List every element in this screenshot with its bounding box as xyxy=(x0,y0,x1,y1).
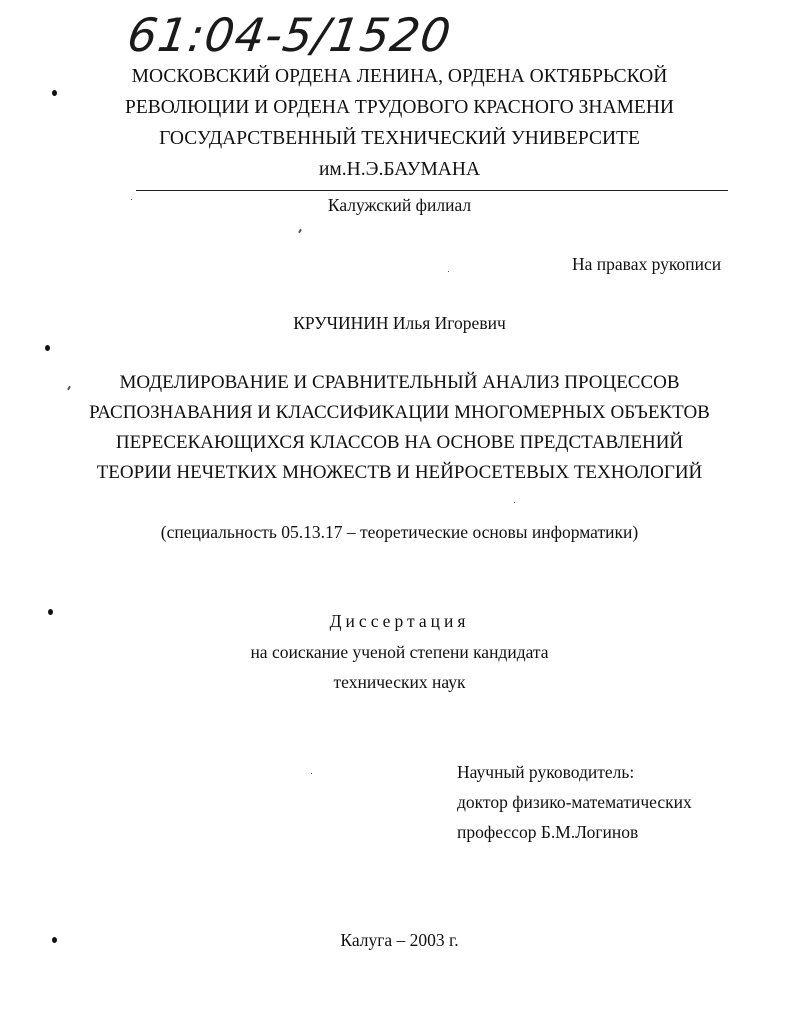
scan-speck xyxy=(448,271,449,272)
supervisor-degree: доктор физико-математических xyxy=(457,792,692,812)
title-line-4: ТЕОРИИ НЕЧЕТКИХ МНОЖЕСТВ И НЕЙРОСЕТЕВЫХ ТЕХНОЛОГИЙ xyxy=(96,462,703,483)
handwritten-archive-number: 61:04-5/1520 xyxy=(124,8,455,62)
branch-name: Калужский филиал xyxy=(327,195,472,215)
binding-mark xyxy=(52,937,57,943)
title-line-3: ПЕРЕСЕКАЮЩИХСЯ КЛАССОВ НА ОСНОВЕ ПРЕДСТАВЛЕНИЙ xyxy=(115,432,684,453)
title-line-1: МОДЕЛИРОВАНИЕ И СРАВНИТЕЛЬНЫЙ АНАЛИЗ ПРОЦЕССОВ xyxy=(119,372,680,393)
degree-line-2: технических наук xyxy=(333,672,466,692)
binding-mark xyxy=(45,345,50,351)
specialty: (специальность 05.13.17 – теоретические основы информатики) xyxy=(160,522,639,542)
header-divider xyxy=(136,190,728,191)
degree-line-1: на соискание ученой степени кандидата xyxy=(250,642,549,662)
institution-line-1: МОСКОВСКИЙ ОРДЕНА ЛЕНИНА, ОРДЕНА ОКТЯБРЬСКОЙ xyxy=(131,66,668,87)
supervisor-name: профессор Б.М.Логинов xyxy=(457,822,639,842)
dissertation-heading: Диссертация xyxy=(329,611,470,631)
binding-mark xyxy=(48,609,53,615)
institution-line-2: РЕВОЛЮЦИИ И ОРДЕНА ТРУДОВОГО КРАСНОГО ЗНАМЕНИ xyxy=(125,97,674,118)
manuscript-note: На правах рукописи xyxy=(572,254,722,274)
institution-line-3: ГОСУДАРСТВЕННЫЙ ТЕХНИЧЕСКИЙ УНИВЕРСИТЕ xyxy=(159,128,640,149)
scan-speck xyxy=(298,229,302,233)
title-line-2: РАСПОЗНАВАНИЯ И КЛАССИФИКАЦИИ МНОГОМЕРНЫХ ОБЪЕКТОВ xyxy=(89,402,710,423)
scan-speck xyxy=(311,773,312,774)
place-and-year: Калуга – 2003 г. xyxy=(340,930,459,950)
binding-mark xyxy=(52,90,57,96)
author-name: КРУЧИНИН Илья Игоревич xyxy=(293,313,506,333)
institution-line-4: им.Н.Э.БАУМАНА xyxy=(318,159,481,180)
supervisor-label: Научный руководитель: xyxy=(457,762,635,782)
scan-speck xyxy=(514,502,515,503)
scan-speck xyxy=(131,199,132,200)
